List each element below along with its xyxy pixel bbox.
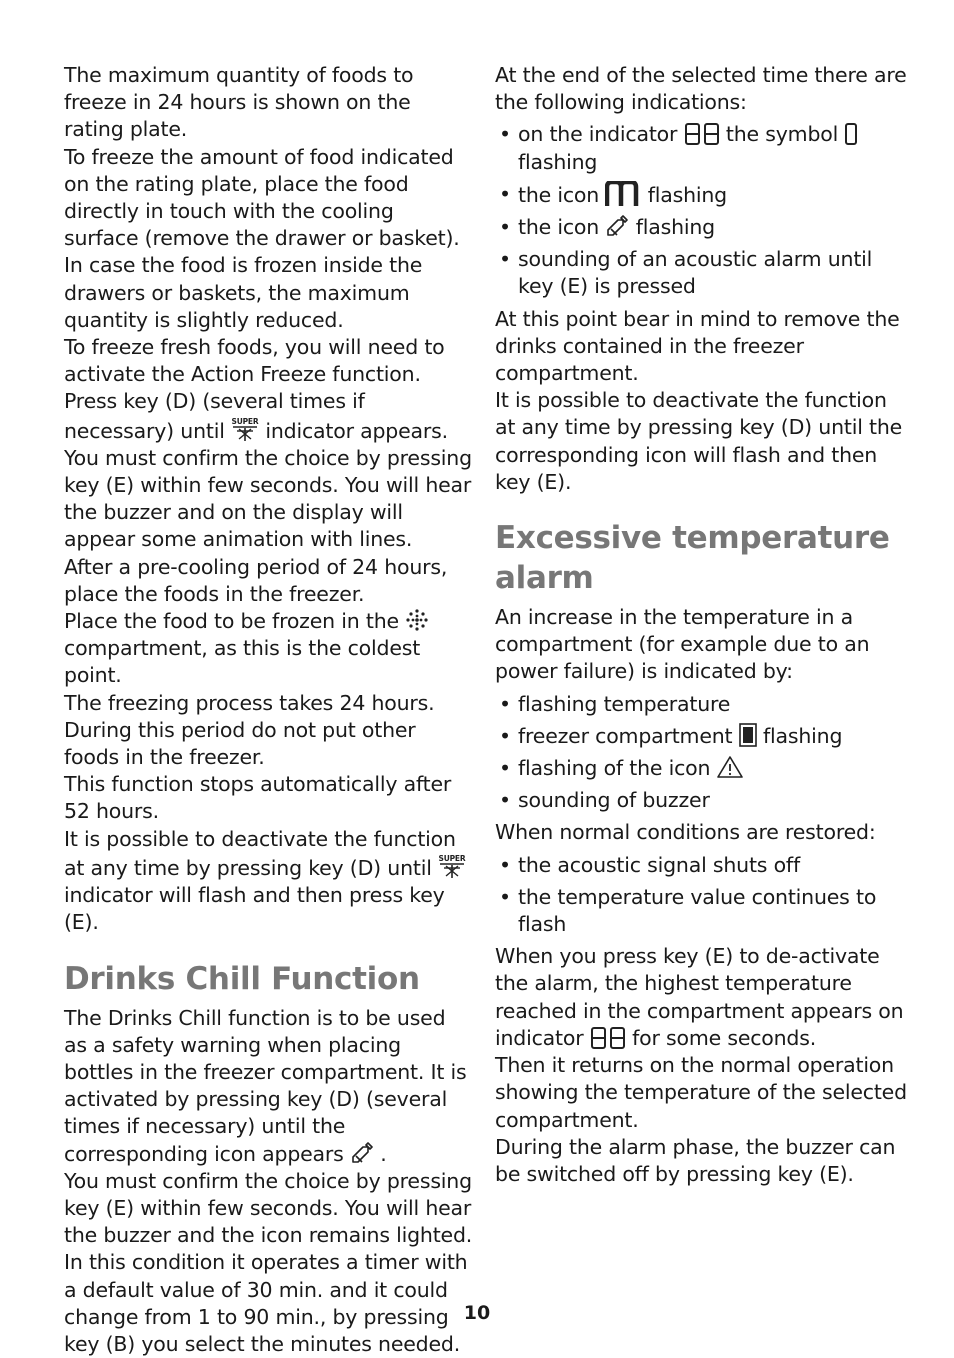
m-icon [605, 181, 641, 207]
paragraph [64, 826, 474, 937]
text: flashing [647, 182, 727, 207]
list-item: • sounding of an acoustic alarm until key (E) is pressed [495, 246, 907, 300]
text: When you press key (E) to de-activate the alarm, the highest temperature reached in the compartment appears on indicator [495, 944, 904, 1050]
text: flashing [763, 723, 843, 748]
freezer-compartment-icon [739, 723, 757, 747]
text: the symbol [725, 122, 839, 147]
page-number: 10 [463, 1302, 491, 1324]
paragraph: During the alarm phase, the buzzer can be switched off by pressing key (E). [495, 1134, 896, 1186]
text: compartment, as this is the coldest point. [64, 636, 421, 688]
list-item: • the acoustic signal shuts off [495, 852, 907, 879]
text: indicator will flash and then press key (E). [64, 883, 445, 935]
paragraph: You must confirm the choice by pressing key (E) within few seconds. You will hear the buzzer and the icon remains lighted. [64, 1168, 473, 1248]
paragraph: This function stops automatically after 52 hours. [64, 772, 452, 824]
bullet-list [495, 121, 907, 300]
section-heading-temperature-alarm: Excessive temperature alarm [495, 520, 890, 597]
list-item [495, 723, 907, 750]
text: indicator appears. [265, 418, 448, 443]
zero-digit-icon [844, 122, 858, 146]
paragraph: You must confirm the choice by pressing key (E) within few seconds. You will hear the buzzer and on the display will appear some animation with lines. [64, 445, 472, 552]
list-item: • the temperature value continues to flash [495, 884, 907, 938]
list-item [495, 755, 907, 782]
snowflake-dots-icon [405, 608, 429, 632]
bullet-list [495, 691, 907, 815]
display-88-icon [684, 122, 720, 146]
paragraph [495, 943, 907, 1052]
list-item [495, 121, 907, 175]
left-column [64, 62, 474, 1358]
paragraph: The maximum quantity of foods to freeze in 24 hours is shown on the rating plate. [64, 63, 414, 142]
paragraph [64, 608, 474, 690]
text: Place the food to be frozen in the [64, 609, 399, 634]
display-88-icon [590, 1026, 626, 1050]
text: . [380, 1141, 387, 1166]
bullet-list [495, 852, 907, 939]
text: the icon [518, 182, 600, 207]
text: for some seconds. [632, 1025, 817, 1050]
text: flashing of the icon [518, 756, 711, 781]
list-item: • flashing temperature [495, 691, 907, 718]
paragraph: To freeze the amount of food indicated on the rating plate, place the food directly in touch with the cooling surface (remove the drawer or basket). In case the food is frozen inside the drawers or baskets, the maximum quantity is slightly reduced. [64, 144, 460, 332]
paragraph: In this condition it operates a timer with a default value of 30 min. and it could change from 1 to 90 min., by pressing key (B) you select the minutes needed. [64, 1250, 468, 1356]
section-heading-drinks-chill: Drinks Chill Function [64, 960, 420, 997]
text: on the indicator [518, 122, 678, 147]
list-item [495, 181, 907, 209]
super-freeze-icon [231, 416, 259, 442]
text: It is possible to deactivate the function at any time by pressing key (D) until [64, 826, 456, 880]
text: freezer compartment [518, 723, 733, 748]
paragraph: At the end of the selected time there are the following indications: [495, 63, 907, 115]
text: flashing [635, 215, 715, 240]
paragraph: It is possible to deactivate the function at any time by pressing key (D) until the corresponding icon will flash and then key (E). [495, 388, 903, 494]
paragraph: The freezing process takes 24 hours. During this period do not put other foods in the freezer. [64, 690, 435, 770]
paragraph: An increase in the temperature in a compartment (for example due to an power failure) is indicated by: [495, 605, 870, 684]
right-column [495, 62, 907, 1188]
paragraph [64, 334, 474, 445]
paragraph: When normal conditions are restored: [495, 820, 876, 845]
bottle-icon [350, 1141, 374, 1165]
bottle-icon [605, 214, 629, 238]
paragraph: Then it returns on the normal operation showing the temperature of the selected compartment. [495, 1053, 907, 1132]
text: the icon [518, 215, 600, 240]
paragraph: At this point bear in mind to remove the drinks contained in the freezer compartment. [495, 306, 900, 386]
list-item: • sounding of buzzer [495, 787, 907, 814]
super-freeze-icon [438, 853, 466, 879]
list-item [495, 214, 907, 241]
text: flashing [518, 149, 598, 174]
text: To freeze fresh foods, you will need to activate the Action Freeze function. Press key (D) (several times if necessary) until [64, 335, 445, 443]
text: The Drinks Chill function is to be used as a safety warning when placing bottles in the freezer compartment. It is activated by pressing key (D) (several times if necessary) until the corresponding icon appears [64, 1005, 467, 1166]
paragraph: After a pre-cooling period of 24 hours, place the foods in the freezer. [64, 554, 448, 606]
paragraph [64, 1005, 474, 1168]
warning-icon [717, 755, 743, 779]
